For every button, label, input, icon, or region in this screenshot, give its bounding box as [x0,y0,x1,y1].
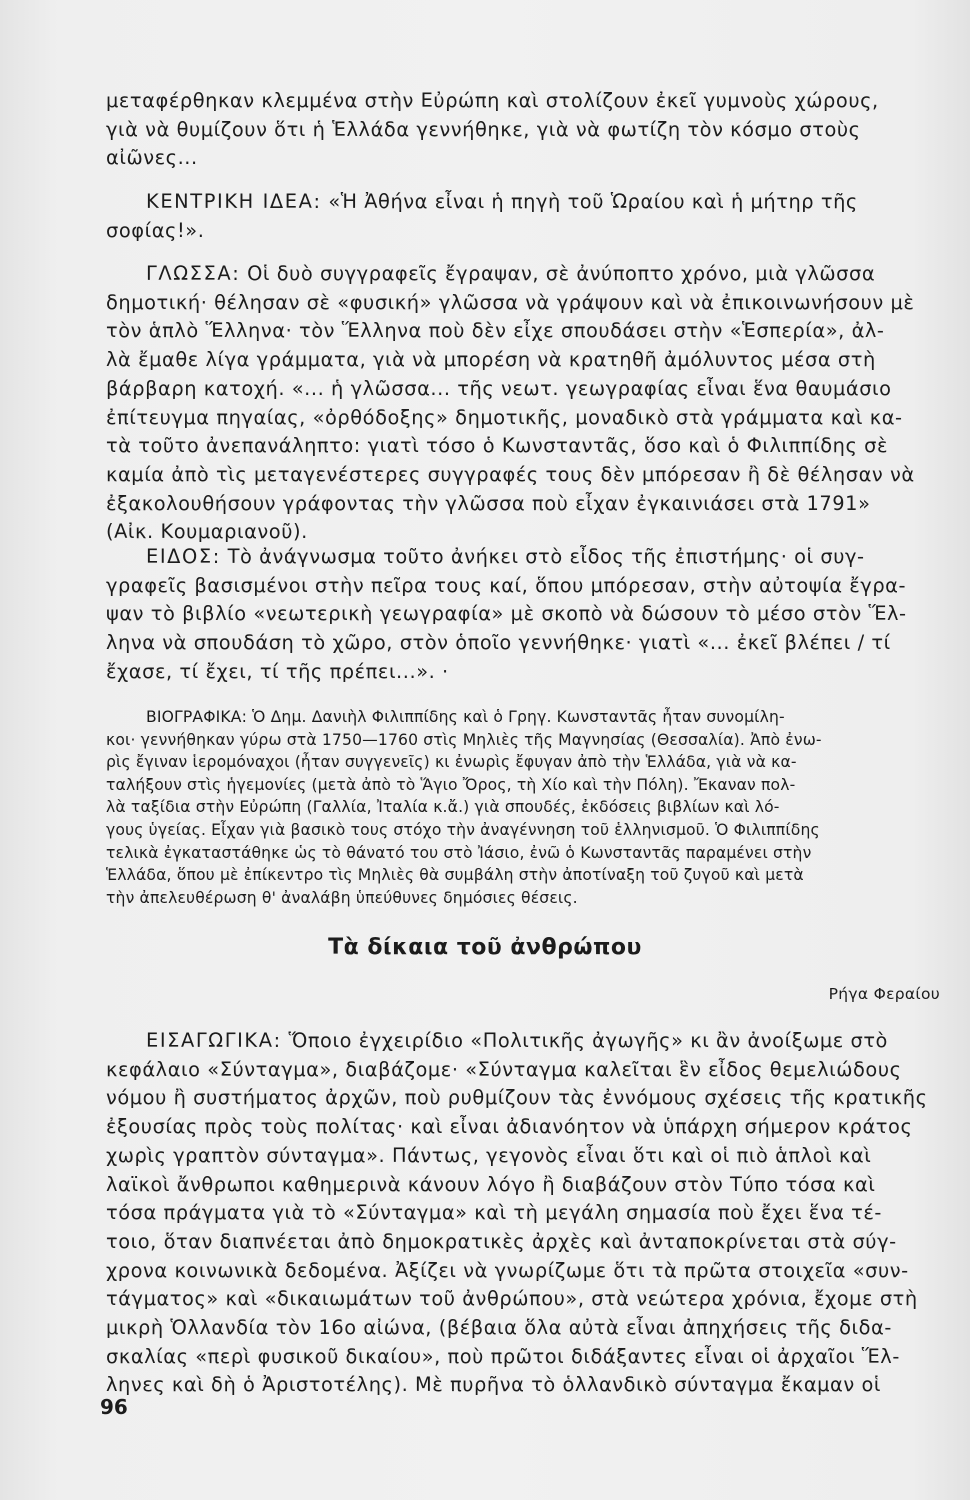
language-text: Οἱ δυὸ συγγραφεῖς ἔγραψαν, σὲ ἀνύποπτο χρόνο, μιὰ γλῶσσα δημοτική· θέλησαν σὲ «φυσική» γλῶσσα νὰ γράψουν καὶ νὰ ἐπικοινωνήσουν μὲ τὸν ἁπλὸ Ἕλληνα· τὸν Ἕλληνα ποὺ δὲν εἶχε σπουδάσει στὴν «Ἑσπερία», ἀλ- λὰ ἔμαθε λίγα γράμματα, γιὰ νὰ μπορέση νὰ κρατηθῆ ἀμόλυντος μέσα στὴ βάρβαρη κατοχή. «... ἡ γλῶσσα... τῆς νεωτ. γεωγραφίας εἶναι ἕνα θαυμάσιο ἐπίτευγμα πηγαίας, «ὀρθόδοξης» δημοτικῆς, μοναδικὸ στὰ γράμματα καὶ κα- τὰ τοῦτο ἀνεπανάληπτο: γιατὶ τόσο ὁ Κωνσταντᾶς, ὅσο καὶ ὁ Φιλιππίδης σὲ καμία ἀπὸ τὶς μεταγενέστερες συγγραφές τους δὲν μπόρεσαν ἢ δὲ θέλησαν νὰ ἐξακολουθήσουν γράφοντας τὴν γλῶσσα ποὺ εἶχαν ἐγκαινιάσει στὰ 1791» (Αἰκ. Κουμαριανοῦ). [106,262,915,544]
section-author: Ρήγα Φεραίου [828,985,940,1003]
introduction-label: ΕΙΣΑΓΩΓΙΚΑ: [146,1029,282,1052]
paragraph-text: μεταφέρθηκαν κλεμμένα στὴν Εὐρώπη καὶ στολίζουν ἐκεῖ γυμνοὺς χώρους, γιὰ νὰ θυμίζουν ὅτι ἡ Ἑλλάδα γεννήθηκε, γιὰ νὰ φωτίζη τὸν κόσμο στοὺς αἰῶνες... [106,89,879,170]
language-label: ΓΛΩΣΣΑ: [146,262,241,285]
section-title: Τὰ δίκαια τοῦ ἀνθρώπου [328,935,642,960]
genre-text: Τὸ ἀνάγνωσμα τοῦτο ἀνήκει στὸ εἶδος τῆς ἐπιστήμης· οἱ συγ- γραφεῖς βασισμένοι στὴν πεῖρα τους καί, ὅπου μπόρεσαν, στὴν αὐτοψία ἔγρα- ψαν τὸ βιβλίο «νεωτερικὴ γεωγραφία» μὲ σκοπὸ νὰ δώσουν τὸ μέσο στὸν Ἕλ- ληνα νὰ σπουδάση τὸ χῶρο, στὸν ὁποῖο γεννήθηκε· γιατὶ «... ἐκεῖ βλέπει / τί ἔχασε, τί ἔχει, τί τῆς πρέπει...». · [106,545,907,683]
genre-label: ΕΙΔΟΣ: [146,545,221,568]
introduction-text: Ὅποιο ἐγχειρίδιο «Πολιτικῆς ἀγωγῆς» κι ἂν ἀνοίξωμε στὸ κεφάλαιο «Σύνταγμα», διαβάζομε· «Σύνταγμα καλεῖται ἓν εἶδος θεμελιώδους νόμου ἢ συστήματος ἀρχῶν, ποὺ ρυθμίζουν τὰς ἐννόμους σχέσεις τῆς κρατικῆς ἐξουσίας πρὸς τοὺς πολίτας· καὶ εἶναι ἀδιανόητον νὰ ὑπάρχη σήμερον κράτος χωρὶς γραπτὸν σύνταγμα». Πάντως, γεγονὸς εἶναι ὅτι καὶ οἱ πιὸ ἁπλοὶ καὶ λαϊκοὶ ἄνθρωποι καθημερινὰ κάνουν λόγο ἢ διαβάζουν στὸν Τύπο τόσα καὶ τόσα πράγματα γιὰ τὸ «Σύνταγμα» καὶ τὴ μεγάλη σημασία ποὺ ἔχει ἕνα τέ- τοιο, ὅταν διαπνέεται ἀπὸ δημοκρατικὲς ἀρχὲς καὶ ἀνταποκρίνεται στὰ σύγ- χρονα κοινωνικὰ δεδομένα. Ἀξίζει νὰ γνωρίζωμε ὅτι τὰ πρῶτα στοιχεῖα «συν- τάγματος» καὶ «δικαιωμάτων τοῦ ἀνθρώπου», στὰ νεώτερα χρόνια, ἔχομε στὴ μικρὴ Ὁλλανδία τὸν 16ο αἰώνα, (βέβαια ὅλα αὐτὰ εἶναι ἀπηχήσεις τῆς διδα- σκαλίας «περὶ φυσικοῦ δικαίου», ποὺ πρῶτοι διδάξαντες εἶναι οἱ ἀρχαῖοι Ἕλ- ληνες καὶ δὴ ὁ Ἀριστοτέλης). Μὲ πυρῆνα τὸ ὁλλανδικὸ σύνταγμα ἔκαμαν οἱ [106,1029,928,1397]
central-idea-label: ΚΕΝΤΡΙΚΗ ΙΔΕΑ: [146,190,322,213]
biography-label: ΒΙΟΓΡΑΦΙΚΑ: [146,708,247,726]
central-idea-text: «Ἡ Ἀθήνα εἶναι ἡ πηγὴ τοῦ Ὡραίου καὶ ἡ μήτηρ τῆς σοφίας!». [106,190,858,242]
biography-text: Ὁ Δημ. Δανιὴλ Φιλιππίδης καὶ ὁ Γρηγ. Κωνσταντᾶς ἦταν συνομίλη- κοι· γεννήθηκαν γύρω στὰ 1750—1760 στὶς Μηλιὲς τῆς Μαγνησίας (Θεσσαλία). Ἀπὸ ἐνω- ρὶς ἔγιναν ἱερομόναχοι (ἦταν συγγενεῖς) κι ἐνωρὶς ἔφυγαν ἀπὸ τὴν Ἑλλάδα, γιὰ νὰ κα- ταλήξουν στὶς ἡγεμονίες (μετὰ ἀπὸ τὸ Ἅγιο Ὄρος, τὴ Χίο καὶ τὴν Πόλη). Ἔκαναν πολ- λὰ ταξίδια στὴν Εὐρώπη (Γαλλία, Ἰταλία κ.ἄ.) γιὰ σπουδές, ἐκδόσεις βιβλίων καὶ λό- γους ὑγείας. Εἶχαν γιὰ βασικὸ τους στόχο τὴν ἀναγέννηση τοῦ ἑλληνισμοῦ. Ὁ Φιλιππίδης τελικὰ ἐγκαταστάθηκε ὡς τὸ θάνατό του στὸ Ἰάσιο, ἐνῶ ὁ Κωνσταντᾶς παραμένει στὴν Ἑλλάδα, ὅπου μὲ ἐπίκεντρο τὶς Μηλιὲς θὰ συμβάλη στὴν ἀποτίναξη τοῦ ζυγοῦ καὶ μετὰ τὴν ἀπελευθέρωση θ' ἀναλάβη ὑπεύθυνες δημόσιες θέσεις. [106,708,822,907]
page-number: 96 [100,1395,128,1419]
biography-section [106,706,946,909]
language-section [106,260,946,547]
introduction-section [106,1027,946,1400]
genre-section [106,543,946,687]
central-idea-section [106,188,946,245]
continuation-paragraph [106,87,946,173]
